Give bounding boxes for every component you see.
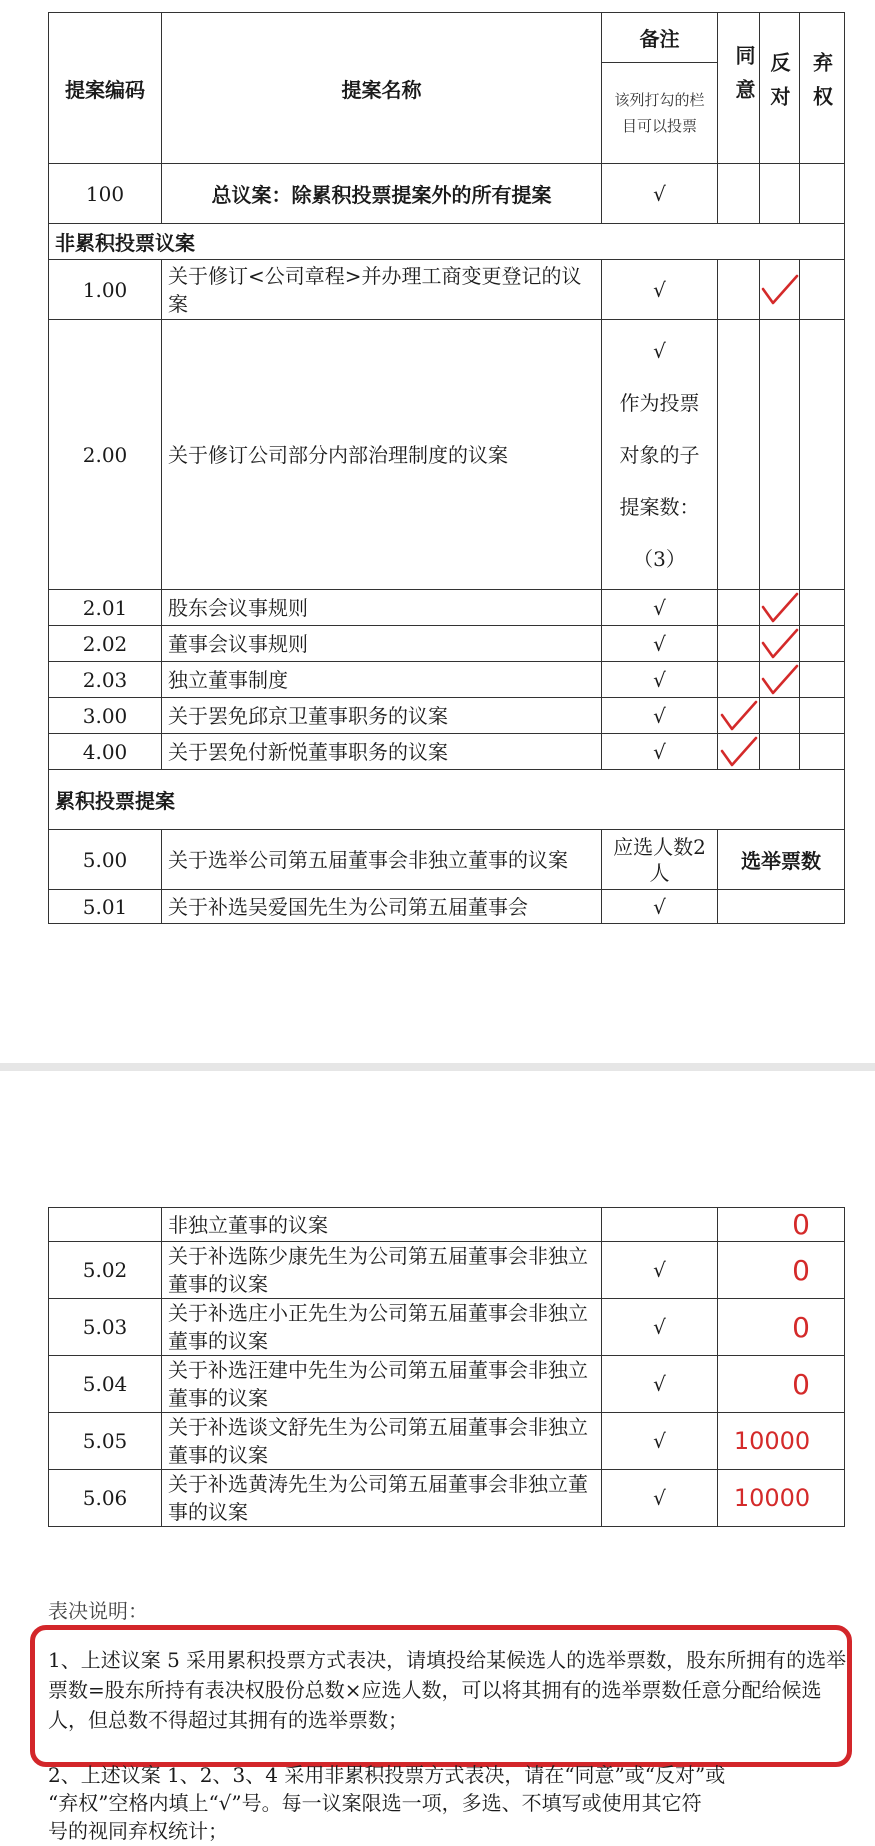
proposal-code: 4.00: [49, 734, 162, 770]
proposal-remark: √: [602, 1299, 718, 1356]
table-row: [49, 320, 845, 590]
proposal-table-bottom: [48, 1207, 845, 1527]
row-501-name: 关于补选吴爱国先生为公司第五届董事会: [162, 890, 602, 924]
cumulative-code: 5.00: [49, 830, 162, 890]
rows-bottom: [49, 1208, 845, 1527]
table-row: [49, 590, 845, 626]
header-agree: [718, 13, 760, 164]
proposal-remark: √: [602, 590, 718, 626]
proposal-code: 2.00: [49, 320, 162, 590]
table-row: [49, 1470, 845, 1527]
vote-cell-abstain[interactable]: [800, 734, 845, 770]
remark-line: 对象的子: [619, 442, 700, 467]
table-row: [49, 1299, 845, 1356]
vote-cell-agree[interactable]: [718, 734, 760, 770]
handwritten-check-icon: [760, 663, 800, 697]
proposal-remark: √: [602, 1356, 718, 1413]
vote-count-cell[interactable]: [718, 1413, 845, 1470]
proposal-table-top: [48, 12, 845, 924]
header-remark: 备注: [602, 13, 718, 63]
proposal-code: 5.02: [49, 1242, 162, 1299]
vote-cell-abstain[interactable]: [800, 626, 845, 662]
notes-heading: 表决说明：: [48, 1599, 148, 1623]
proposal-remark: [602, 320, 718, 590]
vote-cell-oppose[interactable]: [760, 698, 800, 734]
proposal-code: [49, 1208, 162, 1242]
votes-label: 选举票数: [718, 830, 845, 890]
header-abstain: [800, 13, 845, 164]
vote-cell-abstain[interactable]: [800, 590, 845, 626]
handwritten-vote-count: 0: [792, 1208, 810, 1241]
proposal-code: 1.00: [49, 260, 162, 320]
proposal-name: 关于罢免邱京卫董事职务的议案: [162, 698, 602, 734]
vote-cell-abstain[interactable]: [800, 662, 845, 698]
table-row: [49, 260, 845, 320]
vote-cell-agree[interactable]: [718, 662, 760, 698]
proposal-name: 股东会议事规则: [162, 590, 602, 626]
vote-cell-oppose[interactable]: [760, 662, 800, 698]
section-cumulative: 累积投票提案: [49, 770, 845, 830]
table-row: [49, 1208, 845, 1242]
vote-cell-abstain[interactable]: [800, 698, 845, 734]
total-abstain-cell: [800, 164, 845, 224]
table-row: [49, 698, 845, 734]
vote-count-cell[interactable]: [718, 1299, 845, 1356]
proposal-remark: √: [602, 1413, 718, 1470]
table-row: [49, 662, 845, 698]
remark-line: √: [653, 338, 666, 363]
row-501-remark: √: [602, 890, 718, 924]
proposal-code: 2.03: [49, 662, 162, 698]
total-name: 总议案：除累积投票提案外的所有提案: [162, 164, 602, 224]
header-remark-sub: 该列打勾的栏目可以投票: [602, 63, 718, 164]
remark-line: （3）: [633, 546, 686, 571]
handwritten-vote-count: 0: [792, 1367, 810, 1401]
proposal-name: 关于罢免付新悦董事职务的议案: [162, 734, 602, 770]
proposal-remark: [602, 1208, 718, 1242]
header-name: 提案名称: [162, 13, 602, 164]
header-oppose-text: 反对: [767, 51, 791, 120]
note-item-1: 1、上述议案 5 采用累积投票方式表决，请填投给某候选人的选举票数，股东所拥有的选举票数=股东所持有表决权股份总数×应选人数，可以将其拥有的选举票数任意分配给候选人，但总数不得超过其拥有的选举票数；: [48, 1648, 847, 1732]
proposal-code: 5.06: [49, 1470, 162, 1527]
remark-line: 作为投票: [619, 390, 700, 415]
proposal-remark: √: [602, 662, 718, 698]
handwritten-vote-count: 0: [792, 1310, 810, 1344]
header-abstain-text: 弃权: [809, 51, 834, 120]
proposal-name: 董事会议事规则: [162, 626, 602, 662]
vote-count-cell[interactable]: [718, 1242, 845, 1299]
total-code: 100: [49, 164, 162, 224]
cumulative-remark: 应选人数2人: [602, 830, 718, 890]
proposal-remark: √: [602, 1242, 718, 1299]
proposal-name: 关于补选陈少康先生为公司第五届董事会非独立董事的议案: [162, 1242, 602, 1299]
handwritten-vote-count: 0: [792, 1253, 810, 1287]
proposal-remark: √: [602, 626, 718, 662]
row-501-code: 5.01: [49, 890, 162, 924]
proposal-code: 2.01: [49, 590, 162, 626]
vote-count-cell[interactable]: [718, 1208, 845, 1242]
total-agree-cell: [718, 164, 760, 224]
handwritten-check-icon: [760, 627, 800, 661]
table-row: [49, 1242, 845, 1299]
proposal-code: 5.04: [49, 1356, 162, 1413]
rows-top: [49, 260, 845, 770]
vote-cell-oppose[interactable]: [760, 260, 800, 320]
vote-cell-agree[interactable]: [718, 320, 760, 590]
proposal-name: 关于补选黄涛先生为公司第五届董事会非独立董事的议案: [162, 1470, 602, 1527]
proposal-name: 关于修订公司部分内部治理制度的议案: [162, 320, 602, 590]
proposal-remark: √: [602, 1470, 718, 1527]
handwritten-check-icon: [760, 591, 800, 625]
vote-cell-agree[interactable]: [718, 698, 760, 734]
vote-count-cell[interactable]: [718, 1356, 845, 1413]
proposal-name: 关于补选汪建中先生为公司第五届董事会非独立董事的议案: [162, 1356, 602, 1413]
total-oppose-cell: [760, 164, 800, 224]
proposal-name: 关于补选谈文舒先生为公司第五届董事会非独立董事的议案: [162, 1413, 602, 1470]
proposal-name: 关于补选庄小正先生为公司第五届董事会非独立董事的议案: [162, 1299, 602, 1356]
proposal-code: 5.03: [49, 1299, 162, 1356]
table-row: [49, 626, 845, 662]
proposal-name: 非独立董事的议案: [162, 1208, 602, 1242]
vote-cell-agree[interactable]: [718, 626, 760, 662]
page-divider: [0, 1063, 875, 1071]
header-agree-text: 同意: [732, 44, 756, 113]
vote-cell-oppose[interactable]: [760, 626, 800, 662]
handwritten-vote-count: 10000: [733, 1427, 811, 1455]
header-oppose: [760, 13, 800, 164]
note-item-2-line-1: 2、上述议案 1、2、3、4 采用非累积投票方式表决，请在“同意”或“反对”或: [48, 1763, 726, 1787]
remark-line: 提案数：: [619, 494, 700, 519]
handwritten-check-icon: [760, 273, 800, 307]
proposal-code: 3.00: [49, 698, 162, 734]
handwritten-check-icon: [719, 735, 759, 769]
vote-cell-oppose[interactable]: [760, 590, 800, 626]
vote-cell-oppose[interactable]: [760, 734, 800, 770]
vote-cell-abstain[interactable]: [800, 320, 845, 590]
proposal-remark: √: [602, 698, 718, 734]
table-row: [49, 1356, 845, 1413]
handwritten-vote-count: 10000: [733, 1484, 811, 1512]
proposal-name: 关于修订<公司章程>并办理工商变更登记的议案: [162, 260, 602, 320]
vote-cell-agree[interactable]: [718, 260, 760, 320]
vote-cell-agree[interactable]: [718, 590, 760, 626]
vote-cell-abstain[interactable]: [800, 260, 845, 320]
table-row: [49, 734, 845, 770]
proposal-code: 2.02: [49, 626, 162, 662]
cumulative-name: 关于选举公司第五届董事会非独立董事的议案: [162, 830, 602, 890]
proposal-name: 独立董事制度: [162, 662, 602, 698]
vote-cell-oppose[interactable]: [760, 320, 800, 590]
proposal-remark: √: [602, 734, 718, 770]
vote-count-cell[interactable]: [718, 1470, 845, 1527]
proposal-remark: √: [602, 260, 718, 320]
section-non-cumulative: 非累积投票议案: [49, 224, 845, 260]
handwritten-check-icon: [719, 699, 759, 733]
proposal-code: 5.05: [49, 1413, 162, 1470]
table-row: [49, 1413, 845, 1470]
note-item-2-line-3: 号的视同弃权统计；: [48, 1819, 228, 1843]
header-code: 提案编码: [49, 13, 162, 164]
total-remark: √: [602, 164, 718, 224]
note-item-2-line-2: “弃权”空格内填上“√”号。每一议案限选一项，多选、不填写或使用其它符: [48, 1791, 702, 1815]
row-501-votes: [718, 890, 845, 924]
